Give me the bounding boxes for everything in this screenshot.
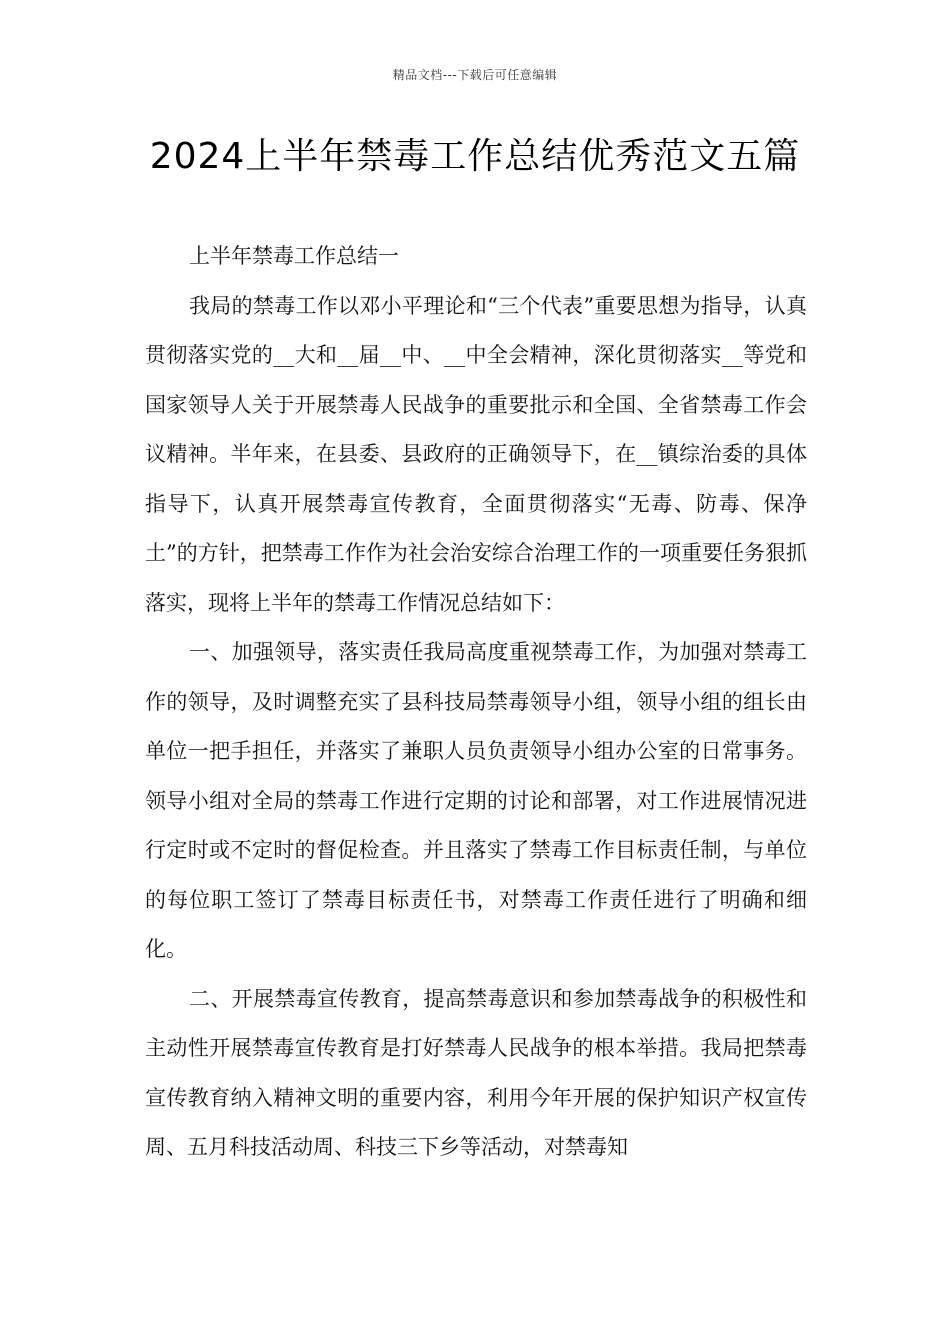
document-body [145,232,807,1173]
document-title: 2024上半年禁毒工作总结优秀范文五篇 [149,136,801,177]
header-note: 精品文档---下载后可任意编辑 [392,68,558,82]
paragraph-intro: 我局的禁毒工作以邓小平理论和“三个代表”重要思想为指导，认真贯彻落实党的__大和__届__中、__中全会精神，深化贯彻落实__等党和国家领导人关于开展禁毒人民战争的重要批示和全国、全省禁毒工作会议精神。半年来，在县委、县政府的正确领导下，在__镇综治委的具体指导下，认真开展禁毒宣传教育，全面贯彻落实“无毒、防毒、保净土”的方针，把禁毒工作作为社会治安综合治理工作的一项重要任务狠抓落实，现将上半年的禁毒工作情况总结如下： [145,293,807,615]
section-heading: 上半年禁毒工作总结一 [189,244,399,268]
paragraph-leadership: 一、加强领导，落实责任我局高度重视禁毒工作，为加强对禁毒工作的领导，及时调整充实了县科技局禁毒领导小组，领导小组的组长由单位一把手担任，并落实了兼职人员负责领导小组办公室的日常事务。领导小组对全局的禁毒工作进行定期的讨论和部署，对工作进展情况进行定时或不定时的督促检查。并且落实了禁毒工作目标责任制，与单位的每位职工签订了禁毒目标责任书，对禁毒工作责任进行了明确和细化。 [145,640,807,961]
paragraph-education: 二、开展禁毒宣传教育，提高禁毒意识和参加禁毒战争的积极性和主动性开展禁毒宣传教育是打好禁毒人民战争的根本举措。我局把禁毒宣传教育纳入精神文明的重要内容，利用今年开展的保护知识产权宣传周、五月科技活动周、科技三下乡等活动，对禁毒知 [145,986,807,1159]
